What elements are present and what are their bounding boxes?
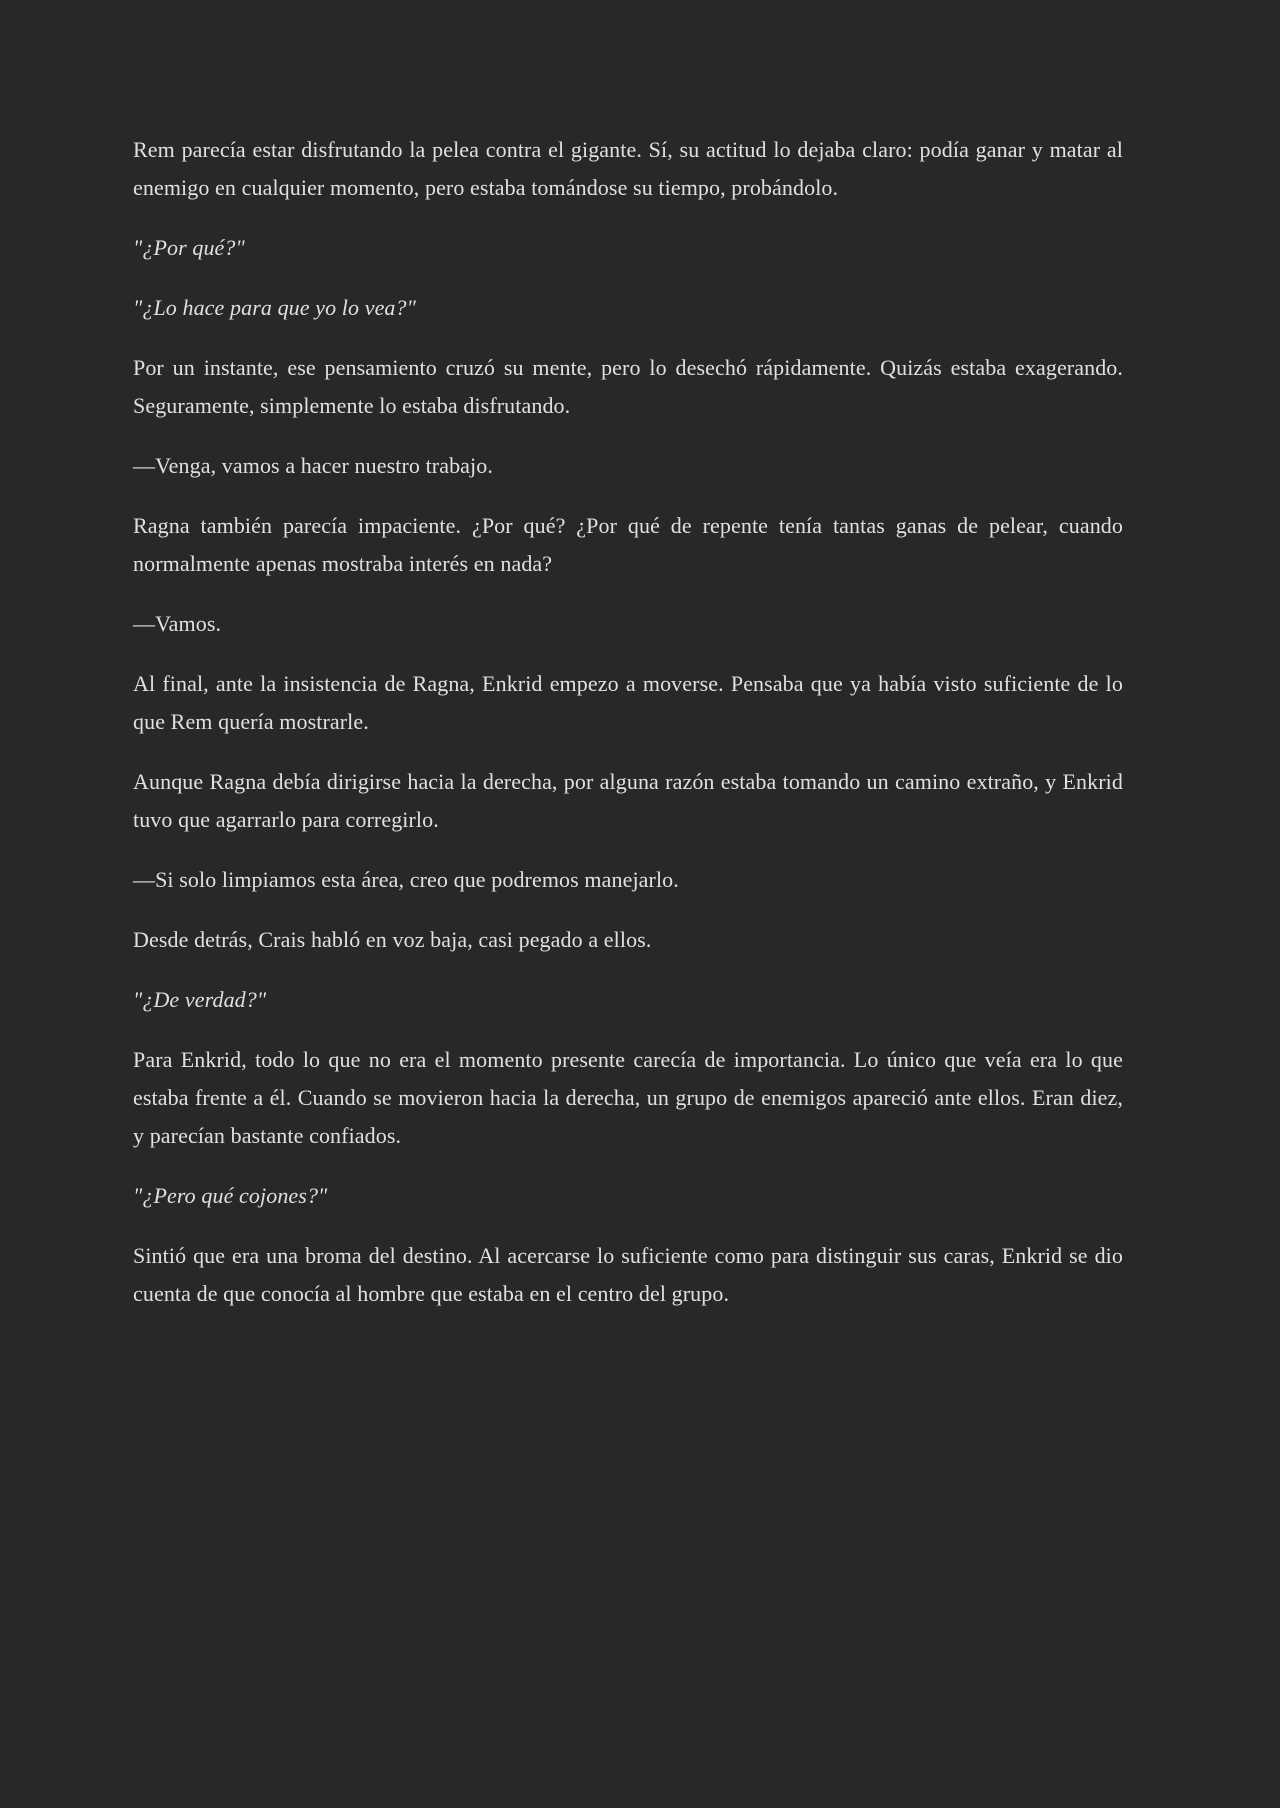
- paragraph: "¿Lo hace para que yo lo vea?": [133, 295, 416, 320]
- paragraph: Ragna también parecía impaciente. ¿Por qué? ¿Por qué de repente tenía tantas ganas de pelear, cuando normalmente apenas mostraba interés en nada?: [133, 513, 1123, 576]
- paragraph: —Vamos.: [133, 611, 222, 636]
- paragraph: Aunque Ragna debía dirigirse hacia la derecha, por alguna razón estaba tomando un camino extraño, y Enkrid tuvo que agarrarlo para corregirlo.: [133, 769, 1123, 832]
- chapter-text: [133, 131, 1123, 1313]
- paragraph: —Venga, vamos a hacer nuestro trabajo.: [133, 453, 493, 478]
- paragraph: Al final, ante la insistencia de Ragna, Enkrid empezo a moverse. Pensaba que ya había visto suficiente de lo que Rem quería mostrarle.: [133, 671, 1123, 734]
- paragraph: Para Enkrid, todo lo que no era el momento presente carecía de importancia. Lo único que veía era lo que estaba frente a él. Cuando se movieron hacia la derecha, un grupo de enemigos apareció ante ellos. Eran diez, y parecían bastante confiados.: [133, 1047, 1123, 1148]
- paragraph: "¿Pero qué cojones?": [133, 1183, 328, 1208]
- paragraph: —Si solo limpiamos esta área, creo que podremos manejarlo.: [133, 867, 679, 892]
- paragraph: Sintió que era una broma del destino. Al acercarse lo suficiente como para distinguir sus caras, Enkrid se dio cuenta de que conocía al hombre que estaba en el centro del grupo.: [133, 1243, 1123, 1306]
- paragraph: "¿Por qué?": [133, 235, 245, 260]
- paragraph: Rem parecía estar disfrutando la pelea contra el gigante. Sí, su actitud lo dejaba claro: podía ganar y matar al enemigo en cualquier momento, pero estaba tomándose su tiempo, probándolo.: [133, 137, 1123, 200]
- paragraph: Desde detrás, Crais habló en voz baja, casi pegado a ellos.: [133, 927, 652, 952]
- paragraph: "¿De verdad?": [133, 987, 267, 1012]
- paragraph: Por un instante, ese pensamiento cruzó su mente, pero lo desechó rápidamente. Quizás estaba exagerando. Seguramente, simplemente lo estaba disfrutando.: [133, 355, 1123, 418]
